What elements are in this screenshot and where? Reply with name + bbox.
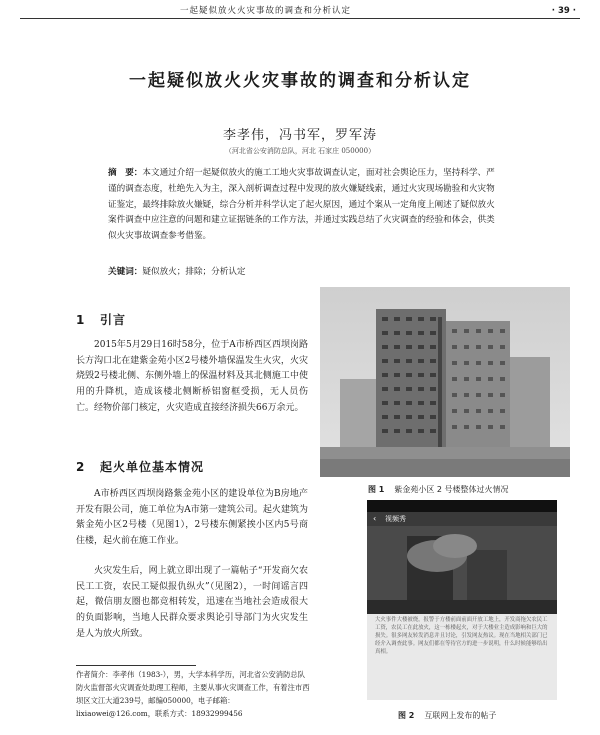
section-1-heading [76, 311, 126, 328]
section-2-heading [76, 458, 204, 475]
footnote-label: 作者简介： [76, 670, 113, 679]
affiliation: （河北省公安消防总队，河北 石家庄 050000） [224, 147, 376, 155]
figure-1-number: 图 1 [368, 485, 385, 494]
section-2-number: 2 [76, 460, 86, 474]
authors: 李孝伟，冯书军，罗军涛 [222, 128, 377, 143]
section-1-paragraph: 2015年5月29日16时58分，位于A市桥西区西坝岗路长方沟口北在建紫金苑小区2号楼外墙保温发生火灾，火灾烧毁2号楼北侧、东侧外墙上的保温材料及其北侧施工中使用的升降机，造成该楼北侧断桥铝窗框受损，无人员伤亡。经物价部门核定，火灾造成直接经济损失66万余元。 [76, 340, 308, 413]
phone-status-bar [367, 500, 557, 512]
keywords-label: 关键词： [108, 267, 143, 277]
app-title: 视频秀 [385, 515, 406, 523]
running-head [20, 4, 580, 19]
figure-2-caption [398, 710, 496, 721]
figure-1-photo [320, 287, 570, 477]
author-footnote [76, 668, 312, 720]
footnote-text: 李孝伟（1983-），男，大学本科学历，河北省公安消防总队防火监督部火灾调查处助理工程师，主要从事火灾调查工作，有着注市西坝区文江大道239号，邮编050000，电子邮箱：lixiaowei@126.com，联系方式：18932999456 [76, 670, 310, 718]
abstract-label: 摘 要： [108, 168, 143, 178]
footnote-divider [76, 665, 196, 666]
page-number: · 39 · [551, 6, 576, 16]
abstract [108, 166, 498, 245]
running-head-title: 一起疑似放火火灾事故的调查和分析认定 [180, 6, 352, 16]
section-1-title: 引言 [100, 313, 127, 327]
figure-2-caption-text: 互联网上发布的帖子 [424, 711, 497, 720]
article-title: 一起疑似放火火灾事故的调查和分析认定 [129, 71, 471, 91]
section-1-number: 1 [76, 313, 86, 327]
figure-2-number: 图 2 [398, 711, 415, 720]
keywords-text: 疑似放火；排除；分析认定 [142, 267, 246, 277]
keywords [108, 265, 498, 279]
figure-2-screenshot [367, 500, 557, 700]
video-frame [367, 526, 557, 614]
building-photo-icon [320, 287, 570, 477]
back-arrow-icon: ‹ [373, 514, 377, 523]
section-2-title: 起火单位基本情况 [100, 460, 205, 474]
post-text: 大火事件大楼被烧，报警于方楼前面前面开放工地上，开发商拖欠农民工工资，农民工在此放火，这一栋楼起火，对于大楼业主造成影响和巨大的损失。很多网友转发消息并且讨论，引发网友热议。现在当地相关部门已经介入调查此事。网友们都在等待官方的进一步说明，什么时候能够给出真相。 [367, 614, 557, 700]
fire-video-icon [367, 526, 557, 614]
app-title-bar [367, 512, 557, 526]
figure-1-caption [368, 484, 509, 495]
figure-1-caption-text: 紫金苑小区 2 号楼整体过火情况 [394, 485, 509, 494]
section-2-paragraph-2: 火灾发生后，网上就立即出现了一篇帖子“开发商欠农民工工资，农民工疑似报仇纵火”（见图2），一时间谣言四起，微信朋友圈也都竞相转发，迅速在当地社会造成很大的负面影响，当地人民群众要求舆论引导部门为火灾发生是人为放火所致。 [76, 566, 308, 639]
section-2-paragraph-1: A市桥西区西坝岗路紫金苑小区的建设单位为B房地产开发有限公司，施工单位为A市第一建筑公司。起火建筑为紫金苑小区2号楼（见图1），2号楼东侧紧挨小区内5号商住楼，起火前在施工作业。 [76, 489, 308, 547]
abstract-text: 本文通过介绍一起疑似放火的施工工地火灾事故调查认定，面对社会舆论压力，坚持科学、严谨的调查态度，杜绝先入为主，深入剖析调查过程中发现的放火嫌疑线索，通过火灾现场勘验和火灾物证鉴定，最终排除放火嫌疑，综合分析并科学认定了起火原因，通过个案从一定角度上阐述了疑似放火案件调查中应注意的问题和建立证据链条的工作方法，并通过实践总结了火灾调查的经验和体会，供类似火灾事故调查参考借鉴。 [108, 168, 495, 242]
